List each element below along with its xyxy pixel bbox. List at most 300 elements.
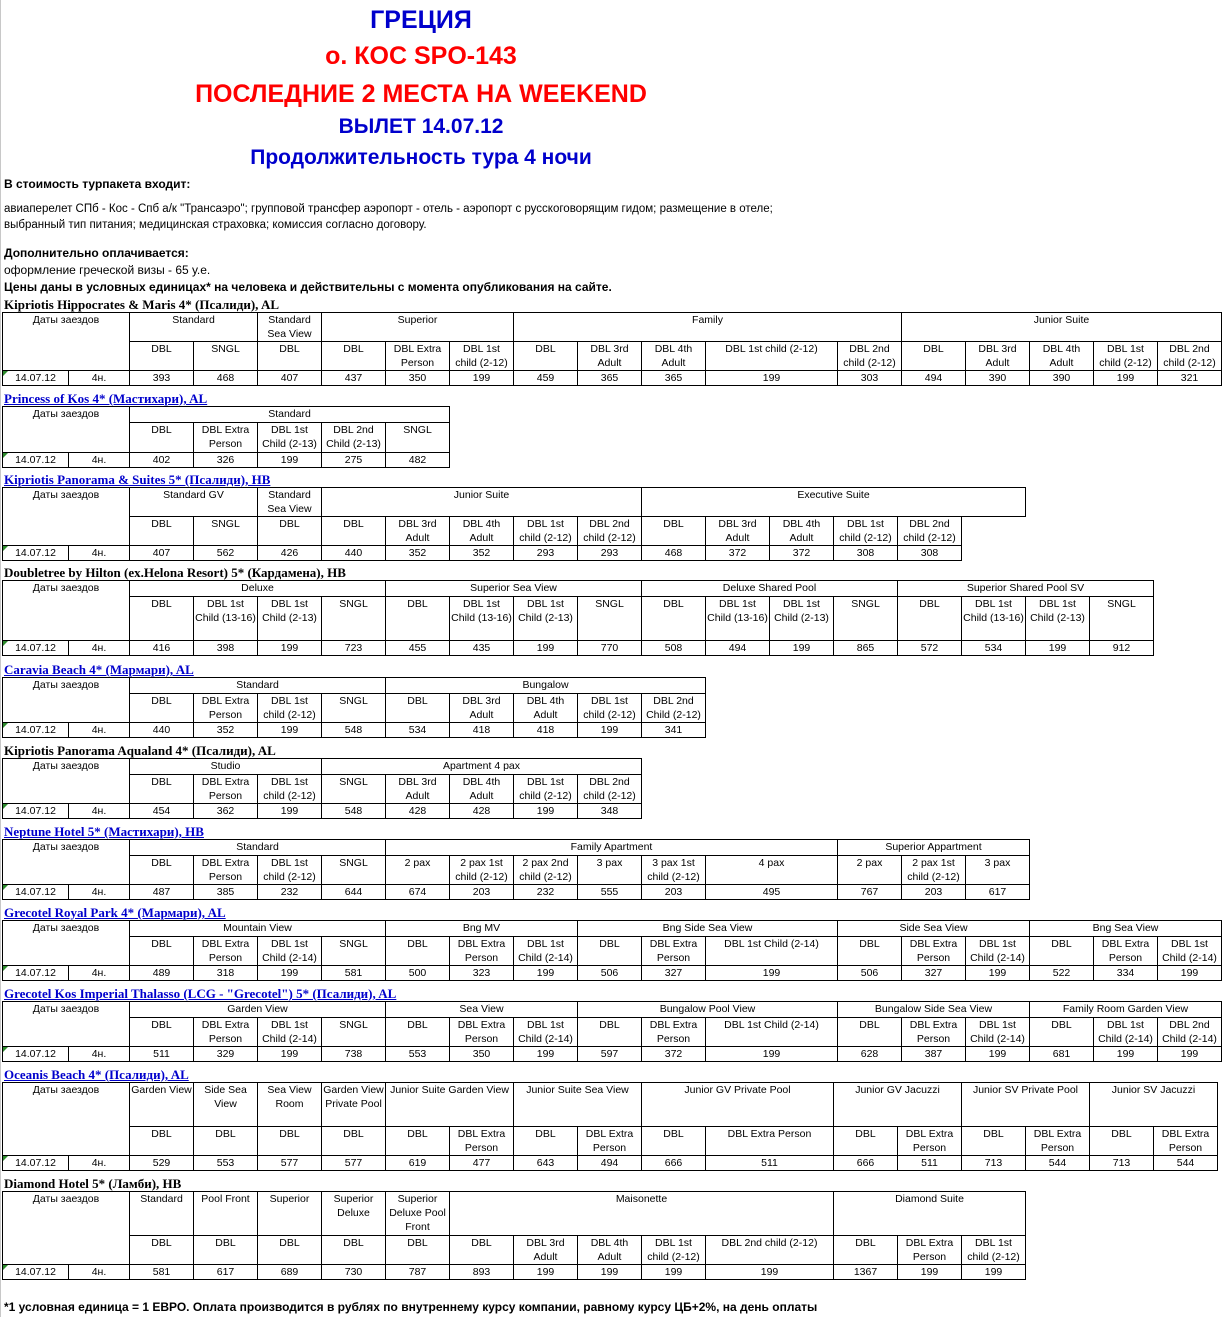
blank-cell bbox=[3, 775, 130, 804]
nights-count: 4н. bbox=[69, 641, 130, 656]
rate-column-header: DBL 4th Adult bbox=[514, 694, 578, 723]
rate-column-header: 2 pax 2nd child (2-12) bbox=[514, 856, 578, 885]
rate-column-header: DBL Extra Person bbox=[194, 937, 258, 966]
price-cell: 329 bbox=[194, 1047, 258, 1062]
price-cell: 508 bbox=[642, 641, 706, 656]
price-cell: 326 bbox=[194, 453, 258, 468]
price-cell: 511 bbox=[130, 1047, 194, 1062]
checkin-date: 14.07.12 bbox=[3, 804, 69, 819]
price-cell: 199 bbox=[706, 966, 838, 981]
room-type-header: Standard bbox=[130, 313, 258, 342]
rate-column-header: DBL Extra Person bbox=[386, 342, 450, 371]
blank-cell bbox=[3, 694, 130, 723]
price-cell: 454 bbox=[130, 804, 194, 819]
price-cell: 681 bbox=[1030, 1047, 1094, 1062]
rate-column-header: DBL 1st child (2-12) bbox=[642, 1236, 706, 1265]
rate-column-header: DBL Extra Person bbox=[642, 937, 706, 966]
rate-column-header: DBL Extra Person bbox=[194, 1018, 258, 1047]
price-cell: 323 bbox=[450, 966, 514, 981]
rate-column-header: DBL Extra Person bbox=[1154, 1127, 1218, 1156]
rate-column-header: DBL bbox=[194, 1236, 258, 1265]
price-cell: 199 bbox=[514, 966, 578, 981]
price-cell: 553 bbox=[386, 1047, 450, 1062]
price-cell: 199 bbox=[706, 1047, 838, 1062]
price-cell: 334 bbox=[1094, 966, 1158, 981]
room-type-header: Standard bbox=[130, 1192, 194, 1236]
price-cell: 477 bbox=[450, 1156, 514, 1171]
price-cell: 713 bbox=[962, 1156, 1026, 1171]
rate-column-header: DBL bbox=[834, 1236, 898, 1265]
room-type-header: Deluxe bbox=[130, 581, 386, 597]
price-cell: 617 bbox=[194, 1265, 258, 1280]
price-cell: 341 bbox=[642, 723, 706, 738]
rate-column-header: 4 pax bbox=[706, 856, 838, 885]
rate-column-header: DBL 1st Child (2-14) bbox=[514, 1018, 578, 1047]
price-cell: 199 bbox=[1094, 1047, 1158, 1062]
rate-column-header: DBL 4th Adult bbox=[450, 517, 514, 546]
price-cell: 348 bbox=[578, 804, 642, 819]
hotel-title: Kipriotis Hippocrates & Maris 4* (Псалиди), AL bbox=[4, 297, 280, 312]
price-cell: 494 bbox=[902, 371, 966, 386]
rate-column-header: 2 pax bbox=[838, 856, 902, 885]
rate-column-header: DBL 2nd child (2-12) bbox=[898, 517, 962, 546]
price-table bbox=[2, 1001, 1222, 1062]
room-type-header: Bungalow Pool View bbox=[578, 1002, 838, 1018]
rate-column-header: 2 pax 1st child (2-12) bbox=[450, 856, 514, 885]
rate-column-header: DBL bbox=[258, 342, 322, 371]
price-cell: 713 bbox=[1090, 1156, 1154, 1171]
price-cell: 534 bbox=[386, 723, 450, 738]
hotel-title[interactable]: Oceanis Beach 4* (Псалиди), AL bbox=[4, 1067, 189, 1082]
hotel-title[interactable]: Neptune Hotel 5* (Мастихари), HB bbox=[4, 824, 204, 839]
price-cell: 199 bbox=[258, 641, 322, 656]
hotel-title[interactable]: Caravia Beach 4* (Мармари), AL bbox=[4, 662, 194, 677]
room-type-header: Junior Suite Sea View bbox=[514, 1083, 642, 1127]
rate-column-header: DBL 1st Child (2-14) bbox=[706, 937, 838, 966]
price-table bbox=[2, 758, 642, 819]
blank-cell bbox=[3, 1236, 130, 1265]
rate-column-header: DBL bbox=[578, 937, 642, 966]
room-type-header: Bng MV bbox=[386, 921, 578, 937]
rate-column-header: DBL Extra Person bbox=[902, 1018, 966, 1047]
price-cell: 350 bbox=[386, 371, 450, 386]
rate-column-header: DBL 4th Adult bbox=[1030, 342, 1094, 371]
price-table bbox=[2, 677, 706, 738]
price-cell: 597 bbox=[578, 1047, 642, 1062]
rate-column-header: 3 pax bbox=[966, 856, 1030, 885]
price-cell: 199 bbox=[450, 371, 514, 386]
price-cell: 350 bbox=[450, 1047, 514, 1062]
room-type-header: Bungalow Side Sea View bbox=[838, 1002, 1030, 1018]
rate-column-header: DBL Extra Person bbox=[578, 1127, 642, 1156]
prices-note: Цены даны в условных единицах* на человека и действительны с момента опубликования на сайте. bbox=[4, 280, 612, 294]
rate-column-header: SNGL bbox=[322, 775, 386, 804]
rate-column-header: DBL 1st Child (2-14) bbox=[258, 937, 322, 966]
blank-cell bbox=[3, 856, 130, 885]
price-cell: 385 bbox=[194, 885, 258, 900]
blank-cell bbox=[3, 1127, 130, 1156]
rate-column-header: DBL 1st child (2-12) bbox=[258, 775, 322, 804]
price-cell: 199 bbox=[514, 1265, 578, 1280]
price-cell: 372 bbox=[706, 546, 770, 561]
rate-column-header: DBL 2nd Child (2-14) bbox=[1158, 1018, 1222, 1047]
checkin-date: 14.07.12 bbox=[3, 966, 69, 981]
price-cell: 402 bbox=[130, 453, 194, 468]
nights-count: 4н. bbox=[69, 1265, 130, 1280]
price-cell: 548 bbox=[322, 723, 386, 738]
rate-column-header: 3 pax bbox=[578, 856, 642, 885]
checkin-date: 14.07.12 bbox=[3, 1156, 69, 1171]
rate-column-header: DBL bbox=[130, 597, 194, 641]
price-cell: 416 bbox=[130, 641, 194, 656]
hotel-title: Kipriotis Panorama Aqualand 4* (Псалиди), AL bbox=[4, 743, 276, 758]
price-cell: 770 bbox=[578, 641, 642, 656]
dates-header: Даты заездов bbox=[3, 759, 130, 775]
price-table bbox=[2, 1191, 1026, 1280]
rate-column-header: DBL 1st Child (2-13) bbox=[770, 597, 834, 641]
price-cell: 581 bbox=[130, 1265, 194, 1280]
rate-column-header: DBL 1st child (2-12) bbox=[706, 342, 838, 371]
rate-column-header: DBL bbox=[898, 597, 962, 641]
price-cell: 572 bbox=[898, 641, 962, 656]
nights-count: 4н. bbox=[69, 804, 130, 819]
rate-column-header: DBL 2nd child (2-12) bbox=[578, 775, 642, 804]
price-cell: 548 bbox=[322, 804, 386, 819]
rate-column-header: SNGL bbox=[322, 937, 386, 966]
room-type-header: Junior Suite bbox=[322, 488, 642, 517]
rate-column-header: SNGL bbox=[1090, 597, 1154, 641]
room-type-header: Standard bbox=[130, 840, 386, 856]
nights-count: 4н. bbox=[69, 723, 130, 738]
price-cell: 407 bbox=[130, 546, 194, 561]
price-cell: 303 bbox=[838, 371, 902, 386]
price-cell: 203 bbox=[450, 885, 514, 900]
dates-header: Даты заездов bbox=[3, 1083, 130, 1127]
tour-duration: Продолжительность тура 4 ночи bbox=[250, 146, 592, 169]
price-table bbox=[2, 580, 1154, 656]
rate-column-header: DBL Extra Person bbox=[194, 775, 258, 804]
rate-column-header: DBL bbox=[130, 775, 194, 804]
price-cell: 511 bbox=[706, 1156, 834, 1171]
nights-count: 4н. bbox=[69, 1047, 130, 1062]
room-type-header: Garden View bbox=[130, 1002, 386, 1018]
price-cell: 199 bbox=[1026, 641, 1090, 656]
room-type-header: Side Sea View bbox=[194, 1083, 258, 1127]
rate-column-header: DBL 1st Child (2-14) bbox=[514, 937, 578, 966]
price-cell: 407 bbox=[258, 371, 322, 386]
price-cell: 534 bbox=[962, 641, 1026, 656]
price-cell: 321 bbox=[1158, 371, 1222, 386]
rate-column-header: DBL 3rd Adult bbox=[514, 1236, 578, 1265]
room-type-header: Standard GV bbox=[130, 488, 258, 517]
price-cell: 199 bbox=[770, 641, 834, 656]
room-type-header: Junior Suite Garden View bbox=[386, 1083, 514, 1127]
rate-column-header: DBL 1st Child (13-16) bbox=[962, 597, 1026, 641]
rate-column-header: DBL 1st child (2-12) bbox=[514, 775, 578, 804]
rate-column-header: DBL 1st Child (13-16) bbox=[194, 597, 258, 641]
price-cell: 723 bbox=[322, 641, 386, 656]
room-type-header: Junior SV Private Pool bbox=[962, 1083, 1090, 1127]
rate-column-header: DBL 1st child (2-12) bbox=[258, 856, 322, 885]
room-type-header: Mountain View bbox=[130, 921, 386, 937]
price-cell: 435 bbox=[450, 641, 514, 656]
rate-column-header: DBL bbox=[902, 342, 966, 371]
dates-header: Даты заездов bbox=[3, 840, 130, 856]
price-cell: 232 bbox=[514, 885, 578, 900]
rate-column-header: DBL bbox=[258, 1236, 322, 1265]
price-cell: 199 bbox=[966, 966, 1030, 981]
room-type-header: Bng Side Sea View bbox=[578, 921, 838, 937]
price-cell: 387 bbox=[902, 1047, 966, 1062]
offer-subtitle: ПОСЛЕДНИЕ 2 МЕСТА НА WEEKEND bbox=[195, 80, 647, 108]
rate-column-header: DBL 1st child (2-12) bbox=[514, 517, 578, 546]
hotel-title: Doubletree by Hilton (ex.Helona Resort) 5* (Кардамена), HB bbox=[4, 565, 346, 580]
rate-column-header: DBL bbox=[130, 937, 194, 966]
price-table bbox=[2, 406, 450, 468]
rate-column-header: DBL 1st Child (2-14) bbox=[966, 937, 1030, 966]
rate-column-header: SNGL bbox=[322, 597, 386, 641]
footnote: *1 условная единица = 1 ЕВРО. Оплата производится в рублях по внутреннему курсу компании, равному курсу ЦБ+2%, на день оплаты bbox=[4, 1300, 818, 1314]
rate-column-header: DBL Extra Person bbox=[1026, 1127, 1090, 1156]
blank-cell bbox=[3, 597, 130, 641]
room-type-header: Junior Suite bbox=[902, 313, 1222, 342]
price-cell: 893 bbox=[450, 1265, 514, 1280]
price-cell: 199 bbox=[578, 723, 642, 738]
rate-column-header: DBL 2nd child (2-12) bbox=[706, 1236, 834, 1265]
rate-column-header: DBL 2nd Child (2-12) bbox=[642, 694, 706, 723]
rate-column-header: DBL 1st Child (2-14) bbox=[258, 1018, 322, 1047]
price-cell: 787 bbox=[386, 1265, 450, 1280]
price-cell: 506 bbox=[838, 966, 902, 981]
room-type-header: Maisonette bbox=[450, 1192, 834, 1236]
rate-column-header: DBL bbox=[642, 517, 706, 546]
price-cell: 393 bbox=[130, 371, 194, 386]
room-type-header: Pool Front bbox=[194, 1192, 258, 1236]
price-cell: 511 bbox=[898, 1156, 962, 1171]
room-type-header: Apartment 4 pax bbox=[322, 759, 642, 775]
rate-column-header: SNGL bbox=[194, 517, 258, 546]
checkin-date: 14.07.12 bbox=[3, 1047, 69, 1062]
rate-column-header: DBL 3rd Adult bbox=[966, 342, 1030, 371]
rate-column-header: DBL 3rd Adult bbox=[386, 775, 450, 804]
rate-column-header: DBL bbox=[322, 517, 386, 546]
price-cell: 199 bbox=[898, 1265, 962, 1280]
rate-column-header: SNGL bbox=[834, 597, 898, 641]
extra-title: Дополнительно оплачивается: bbox=[4, 246, 189, 260]
price-cell: 428 bbox=[386, 804, 450, 819]
room-type-header: Superior Shared Pool SV bbox=[898, 581, 1154, 597]
price-cell: 767 bbox=[838, 885, 902, 900]
rate-column-header: DBL bbox=[130, 1127, 194, 1156]
rate-column-header: DBL 1st Child (2-13) bbox=[258, 423, 322, 453]
rate-column-header: DBL bbox=[322, 342, 386, 371]
checkin-date: 14.07.12 bbox=[3, 885, 69, 900]
price-cell: 617 bbox=[966, 885, 1030, 900]
price-cell: 418 bbox=[450, 723, 514, 738]
price-cell: 562 bbox=[194, 546, 258, 561]
rate-column-header: DBL Extra Person bbox=[1094, 937, 1158, 966]
checkin-date: 14.07.12 bbox=[3, 546, 69, 561]
rate-column-header: DBL bbox=[130, 856, 194, 885]
room-type-header: Studio bbox=[130, 759, 322, 775]
price-cell: 199 bbox=[1094, 371, 1158, 386]
rate-column-header: DBL 1st child (2-12) bbox=[962, 1236, 1026, 1265]
room-type-header: Junior SV Jacuzzi bbox=[1090, 1083, 1218, 1127]
rate-column-header: DBL 1st child (2-12) bbox=[834, 517, 898, 546]
price-cell: 362 bbox=[194, 804, 258, 819]
hotel-title[interactable]: Princess of Kos 4* (Мастихари), AL bbox=[4, 391, 208, 406]
price-cell: 489 bbox=[130, 966, 194, 981]
price-cell: 1367 bbox=[834, 1265, 898, 1280]
rate-column-header: DBL Extra Person bbox=[706, 1127, 834, 1156]
nights-count: 4н. bbox=[69, 885, 130, 900]
price-cell: 619 bbox=[386, 1156, 450, 1171]
room-type-header: Family bbox=[514, 313, 902, 342]
rate-column-header: 3 pax 1st child (2-12) bbox=[642, 856, 706, 885]
rate-column-header: DBL Extra Person bbox=[450, 1127, 514, 1156]
hotel-title[interactable]: Grecotel Kos Imperial Thalasso (LCG - "Grecotel") 5* (Псалиди), AL bbox=[4, 986, 397, 1001]
price-cell: 428 bbox=[450, 804, 514, 819]
price-cell: 352 bbox=[194, 723, 258, 738]
price-cell: 308 bbox=[898, 546, 962, 561]
price-cell: 365 bbox=[578, 371, 642, 386]
price-cell: 372 bbox=[642, 1047, 706, 1062]
price-cell: 232 bbox=[258, 885, 322, 900]
price-cell: 293 bbox=[578, 546, 642, 561]
price-cell: 199 bbox=[514, 641, 578, 656]
rate-column-header: DBL bbox=[130, 342, 194, 371]
hotel-title[interactable]: Grecotel Royal Park 4* (Мармари), AL bbox=[4, 905, 226, 920]
rate-column-header: DBL 1st Child (13-16) bbox=[706, 597, 770, 641]
rate-column-header: 2 pax 1st child (2-12) bbox=[902, 856, 966, 885]
price-cell: 199 bbox=[258, 453, 322, 468]
nights-count: 4н. bbox=[69, 546, 130, 561]
price-cell: 199 bbox=[966, 1047, 1030, 1062]
rate-column-header: DBL bbox=[386, 937, 450, 966]
included-line-1: авиаперелет СПб - Кос - Спб а/к "Трансаэро"; групповой трансфер аэропорт - отель - аэропорт с русскоговорящим гидом; размещение в отеле; bbox=[4, 203, 773, 215]
price-cell: 689 bbox=[258, 1265, 322, 1280]
price-cell: 468 bbox=[642, 546, 706, 561]
rate-column-header: SNGL bbox=[322, 1018, 386, 1047]
price-table bbox=[2, 920, 1222, 981]
price-cell: 199 bbox=[1158, 1047, 1222, 1062]
price-cell: 730 bbox=[322, 1265, 386, 1280]
price-cell: 459 bbox=[514, 371, 578, 386]
room-type-header: Executive Suite bbox=[642, 488, 1026, 517]
included-line-2: выбранный тип питания; медицинская страховка; комиссия согласно договору. bbox=[4, 219, 427, 231]
price-cell: 199 bbox=[258, 723, 322, 738]
dates-header: Даты заездов bbox=[3, 581, 130, 597]
rate-column-header: DBL bbox=[258, 1127, 322, 1156]
price-cell: 555 bbox=[578, 885, 642, 900]
rate-column-header: DBL 4th Adult bbox=[642, 342, 706, 371]
price-cell: 455 bbox=[386, 641, 450, 656]
room-type-header: Superior Appartment bbox=[838, 840, 1030, 856]
room-type-header: Superior bbox=[258, 1192, 322, 1236]
rate-column-header: DBL bbox=[386, 1236, 450, 1265]
price-cell: 327 bbox=[642, 966, 706, 981]
rate-column-header: DBL Extra Person bbox=[194, 694, 258, 723]
rate-column-header: DBL Extra Person bbox=[898, 1127, 962, 1156]
price-cell: 468 bbox=[194, 371, 258, 386]
rate-column-header: SNGL bbox=[386, 423, 450, 453]
price-cell: 426 bbox=[258, 546, 322, 561]
price-cell: 199 bbox=[258, 804, 322, 819]
room-type-header: Superior Deluxe Pool Front bbox=[386, 1192, 450, 1236]
checkin-date: 14.07.12 bbox=[3, 453, 69, 468]
price-cell: 674 bbox=[386, 885, 450, 900]
checkin-date: 14.07.12 bbox=[3, 1265, 69, 1280]
rate-column-header: DBL 3rd Adult bbox=[578, 342, 642, 371]
dates-header: Даты заездов bbox=[3, 488, 130, 517]
rate-column-header: DBL bbox=[130, 694, 194, 723]
price-cell: 199 bbox=[706, 371, 838, 386]
rate-column-header: DBL bbox=[1030, 1018, 1094, 1047]
rate-column-header: SNGL bbox=[578, 597, 642, 641]
room-type-header: Junior GV Private Pool bbox=[642, 1083, 834, 1127]
price-cell: 553 bbox=[194, 1156, 258, 1171]
nights-count: 4н. bbox=[69, 371, 130, 386]
rate-column-header: DBL 1st Child (2-13) bbox=[514, 597, 578, 641]
price-cell: 482 bbox=[386, 453, 450, 468]
rate-column-header: DBL bbox=[642, 1127, 706, 1156]
rate-column-header: DBL bbox=[514, 1127, 578, 1156]
price-cell: 666 bbox=[834, 1156, 898, 1171]
blank-cell bbox=[3, 423, 130, 453]
room-type-header: Standard Sea View bbox=[258, 488, 322, 517]
price-cell: 581 bbox=[322, 966, 386, 981]
blank-cell bbox=[3, 517, 130, 546]
room-type-header: Superior Sea View bbox=[386, 581, 642, 597]
rate-column-header: DBL 1st Child (2-14) bbox=[1094, 1018, 1158, 1047]
price-cell: 506 bbox=[578, 966, 642, 981]
price-cell: 494 bbox=[706, 641, 770, 656]
room-type-header: Diamond Suite bbox=[834, 1192, 1026, 1236]
price-table bbox=[2, 312, 1222, 386]
price-cell: 199 bbox=[1158, 966, 1222, 981]
price-cell: 327 bbox=[902, 966, 966, 981]
rate-column-header: DBL 2nd child (2-12) bbox=[1158, 342, 1222, 371]
price-cell: 199 bbox=[706, 1265, 834, 1280]
hotel-title[interactable]: Kipriotis Panorama & Suites 5* (Псалиди), HB bbox=[4, 472, 271, 487]
rate-column-header: DBL 3rd Adult bbox=[450, 694, 514, 723]
room-type-header: Family Apartment bbox=[386, 840, 838, 856]
price-cell: 203 bbox=[902, 885, 966, 900]
price-table bbox=[2, 839, 1030, 900]
checkin-date: 14.07.12 bbox=[3, 641, 69, 656]
blank-cell bbox=[3, 937, 130, 966]
rate-column-header: DBL 1st child (2-12) bbox=[450, 342, 514, 371]
price-cell: 577 bbox=[322, 1156, 386, 1171]
price-cell: 643 bbox=[514, 1156, 578, 1171]
price-cell: 398 bbox=[194, 641, 258, 656]
rate-column-header: DBL bbox=[130, 1236, 194, 1265]
price-cell: 666 bbox=[642, 1156, 706, 1171]
rate-column-header: DBL bbox=[130, 517, 194, 546]
checkin-date: 14.07.12 bbox=[3, 723, 69, 738]
rate-column-header: DBL bbox=[578, 1018, 642, 1047]
rate-column-header: DBL bbox=[130, 1018, 194, 1047]
price-cell: 275 bbox=[322, 453, 386, 468]
departure-date: ВЫЛЕТ 14.07.12 bbox=[338, 115, 504, 138]
price-cell: 365 bbox=[642, 371, 706, 386]
price-cell: 203 bbox=[642, 885, 706, 900]
rate-column-header: DBL 1st Child (2-13) bbox=[258, 597, 322, 641]
rate-column-header: DBL bbox=[834, 1127, 898, 1156]
price-table bbox=[2, 1082, 1218, 1171]
dates-header: Даты заездов bbox=[3, 407, 130, 423]
price-cell: 308 bbox=[834, 546, 898, 561]
